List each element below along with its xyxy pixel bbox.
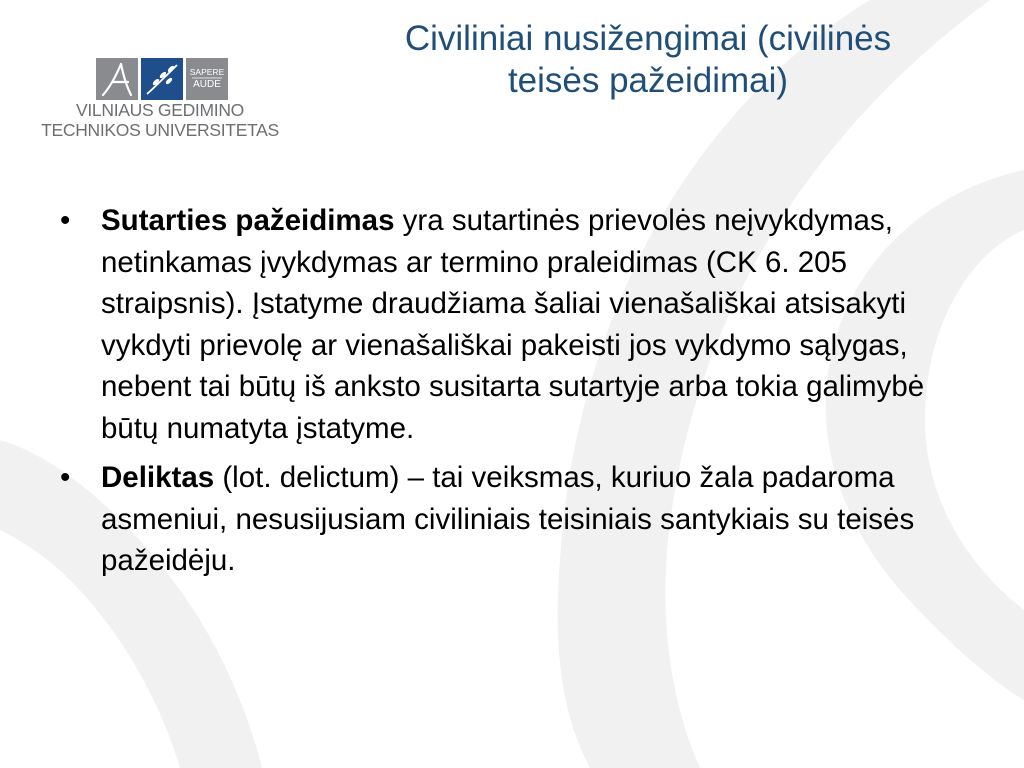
university-name-line1: VILNIAUS GEDIMINO: [76, 100, 244, 120]
logo-marks: [96, 58, 250, 100]
bullet-term: Deliktas: [101, 461, 215, 494]
bullet-item-sutarties-pazeidimas: [56, 200, 976, 449]
bullet-marker: •: [60, 461, 71, 494]
bullet-text: (lot. delictum) – tai veiksmas, kuriuo žala padaroma asmeniui, nesusijusiam civiliniais teisiniais santykiais su teisės pažeidėju.: [101, 461, 915, 577]
university-name: [30, 100, 290, 140]
slide-title: [318, 18, 978, 102]
bullet-marker: •: [60, 204, 71, 237]
bullet-item-deliktas: [56, 457, 976, 582]
slide-title-line1: Civiliniai nusižengimai (civilinės: [404, 19, 892, 58]
badge-text-aude: AUDE: [193, 79, 221, 90]
university-name-line2: TECHNIKOS UNIVERSITETAS: [41, 120, 279, 140]
bullet-text: yra sutartinės prievolės neįvykdymas, netinkamas įvykdymas ar termino praleidimas (CK 6. 205 straipsnis). Įstatyme draudžiama šaliai vienašališkai atsisakyti vykdyti prievolę ar vienašališkai pakeisti jos vykdymo sąlygas, nebent tai būtų iš anksto susitarta sutartyje arba tokia galimybė būtų numatyta įstatyme.: [101, 204, 925, 445]
bullet-list: [56, 200, 976, 590]
badge-text-sapere: SAPERE: [189, 67, 225, 77]
slide-title-line2: teisės pažeidimai): [507, 61, 789, 100]
university-logo: [30, 58, 290, 144]
bullet-term: Sutarties pažeidimas: [101, 204, 395, 237]
letter-a-mark-icon: [96, 58, 138, 100]
